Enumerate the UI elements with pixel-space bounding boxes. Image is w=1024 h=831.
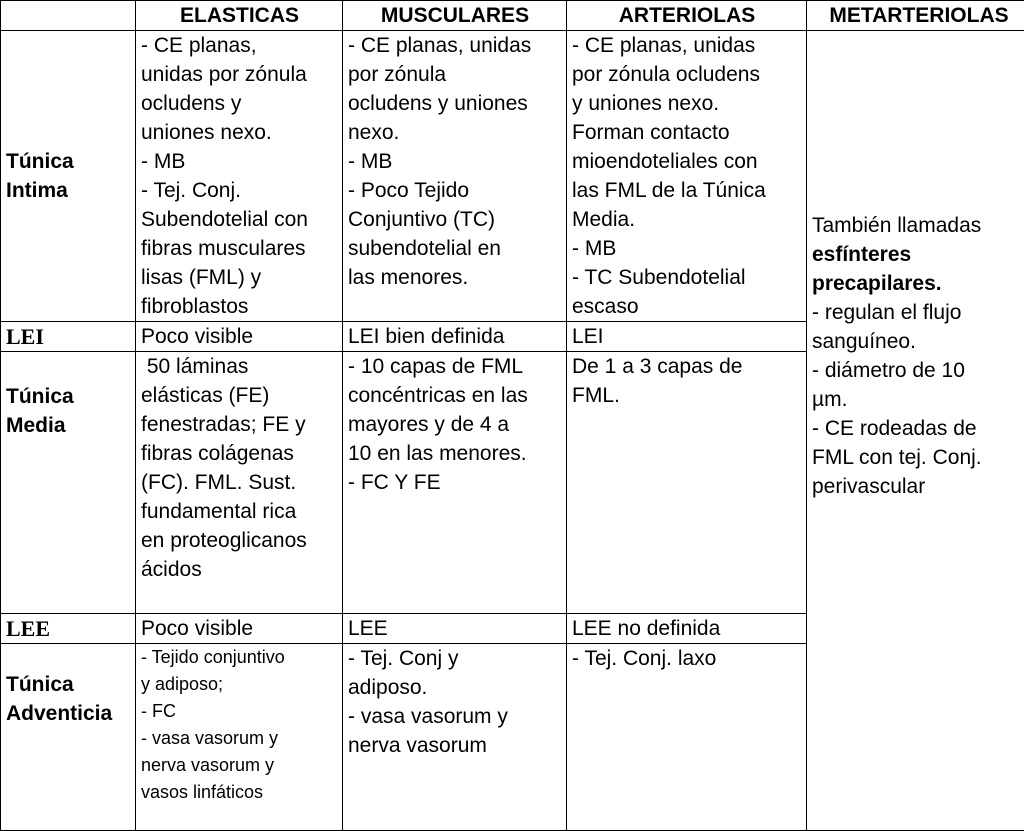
cell-line: mioendoteliales con bbox=[572, 147, 802, 176]
cell-line: subendotelial en bbox=[348, 234, 562, 263]
header-metarteriolas: METARTERIOLAS bbox=[807, 1, 1024, 31]
meta-line: perivascular bbox=[812, 472, 1024, 501]
row-label-intima: Túnica Intima bbox=[1, 31, 136, 322]
cell-line: 10 en las menores. bbox=[348, 439, 562, 468]
meta-line: sanguíneo. bbox=[812, 327, 1024, 356]
header-row bbox=[1, 1, 1024, 31]
cell-line: fenestradas; FE y bbox=[141, 410, 338, 439]
meta-bold-line bbox=[812, 269, 1024, 298]
cell-line: y adiposo; bbox=[141, 671, 338, 698]
cell-line: adiposo. bbox=[348, 673, 562, 702]
cell-line: - Poco Tejido bbox=[348, 176, 562, 205]
cell-line: nexo. bbox=[348, 118, 562, 147]
row-label-adventicia: Túnica Adventicia bbox=[1, 644, 136, 831]
cell-line: ocludens y bbox=[141, 89, 338, 118]
cell-line: nerva vasorum y bbox=[141, 752, 338, 779]
cell-line: - Tej. Conj y bbox=[348, 644, 562, 673]
cell-line: - CE planas, unidas bbox=[348, 31, 562, 60]
cell-line: fibras colágenas bbox=[141, 439, 338, 468]
cell-line: fibras musculares bbox=[141, 234, 338, 263]
cell-intima-arteriolas bbox=[567, 31, 807, 322]
cell-line: unidas por zónula bbox=[141, 60, 338, 89]
cell-lee-musculares: LEE bbox=[343, 614, 567, 644]
cell-line: - TC Subendotelial bbox=[572, 263, 802, 292]
cell-line: nerva vasorum bbox=[348, 731, 562, 760]
meta-spacer bbox=[812, 501, 1024, 651]
cell-media-musculares bbox=[343, 352, 567, 614]
cell-line: uniones nexo. bbox=[141, 118, 338, 147]
header-arteriolas: ARTERIOLAS bbox=[567, 1, 807, 31]
cell-line: las menores. bbox=[348, 263, 562, 292]
meta-line: - diámetro de 10 bbox=[812, 356, 1024, 385]
cell-line: fibroblastos bbox=[141, 292, 338, 321]
cell-media-elasticas bbox=[136, 352, 343, 614]
cell-line: ocludens y uniones bbox=[348, 89, 562, 118]
cell-line: - Tej. Conj. laxo bbox=[572, 644, 802, 673]
cell-lee-elasticas: Poco visible bbox=[136, 614, 343, 644]
cell-adventicia-arteriolas bbox=[567, 644, 807, 831]
cell-line: - CE planas, unidas bbox=[572, 31, 802, 60]
cell-adventicia-musculares bbox=[343, 644, 567, 831]
cell-line: mayores y de 4 a bbox=[348, 410, 562, 439]
cell-line: Conjuntivo (TC) bbox=[348, 205, 562, 234]
cell-line: las FML de la Túnica bbox=[572, 176, 802, 205]
cell-line: y uniones nexo. bbox=[572, 89, 802, 118]
meta-bold-2: precapilares. bbox=[812, 272, 942, 295]
cell-lee-arteriolas: LEE no definida bbox=[567, 614, 807, 644]
cell-line: 50 láminas bbox=[141, 352, 338, 381]
row-label-lee: LEE bbox=[1, 614, 136, 644]
meta-bold-1: esfínteres bbox=[812, 243, 911, 266]
meta-line: FML con tej. Conj. bbox=[812, 443, 1024, 472]
cell-line: elásticas (FE) bbox=[141, 381, 338, 410]
cell-line: lisas (FML) y bbox=[141, 263, 338, 292]
meta-line: - CE rodeadas de bbox=[812, 414, 1024, 443]
cell-line: - 10 capas de FML bbox=[348, 352, 562, 381]
cell-line: ácidos bbox=[141, 555, 338, 584]
meta-intro: También llamadas bbox=[812, 211, 1024, 240]
cell-line: Media. bbox=[572, 205, 802, 234]
cell-line: - MB bbox=[572, 234, 802, 263]
cell-lei-musculares: LEI bien definida bbox=[343, 322, 567, 352]
cell-line: - MB bbox=[141, 147, 338, 176]
cell-line: Subendotelial con bbox=[141, 205, 338, 234]
cell-lei-arteriolas: LEI bbox=[567, 322, 807, 352]
meta-bold-line bbox=[812, 240, 1024, 269]
cell-adventicia-elasticas bbox=[136, 644, 343, 831]
meta-line: µm. bbox=[812, 385, 1024, 414]
cell-line: Forman contacto bbox=[572, 118, 802, 147]
row-label-lei: LEI bbox=[1, 322, 136, 352]
header-musculares: MUSCULARES bbox=[343, 1, 567, 31]
row-tunica-intima bbox=[1, 31, 1024, 322]
cell-media-arteriolas bbox=[567, 352, 807, 614]
cell-intima-elasticas bbox=[136, 31, 343, 322]
cell-line: - vasa vasorum y bbox=[141, 725, 338, 752]
cell-line: fundamental rica bbox=[141, 497, 338, 526]
cell-line: - FC bbox=[141, 698, 338, 725]
cell-line: - Tej. Conj. bbox=[141, 176, 338, 205]
header-cell-empty bbox=[1, 1, 136, 31]
cell-line: - MB bbox=[348, 147, 562, 176]
cell-line: - CE planas, bbox=[141, 31, 338, 60]
cell-line: - FC Y FE bbox=[348, 468, 562, 497]
meta-line: - regulan el flujo bbox=[812, 298, 1024, 327]
cell-metarteriolas bbox=[807, 31, 1024, 831]
cell-intima-musculares bbox=[343, 31, 567, 322]
row-label-media: Túnica Media bbox=[1, 352, 136, 614]
cell-line: en proteoglicanos bbox=[141, 526, 338, 555]
header-elasticas: ELASTICAS bbox=[136, 1, 343, 31]
cell-line: concéntricas en las bbox=[348, 381, 562, 410]
cell-line: por zónula ocludens bbox=[572, 60, 802, 89]
cell-line: por zónula bbox=[348, 60, 562, 89]
cell-line: - Tejido conjuntivo bbox=[141, 644, 338, 671]
cell-line: (FC). FML. Sust. bbox=[141, 468, 338, 497]
cell-line: escaso bbox=[572, 292, 802, 321]
cell-line: vasos linfáticos bbox=[141, 779, 338, 806]
cell-line: - vasa vasorum y bbox=[348, 702, 562, 731]
cell-line: FML. bbox=[572, 381, 802, 410]
cell-line: De 1 a 3 capas de bbox=[572, 352, 802, 381]
cell-lei-elasticas: Poco visible bbox=[136, 322, 343, 352]
